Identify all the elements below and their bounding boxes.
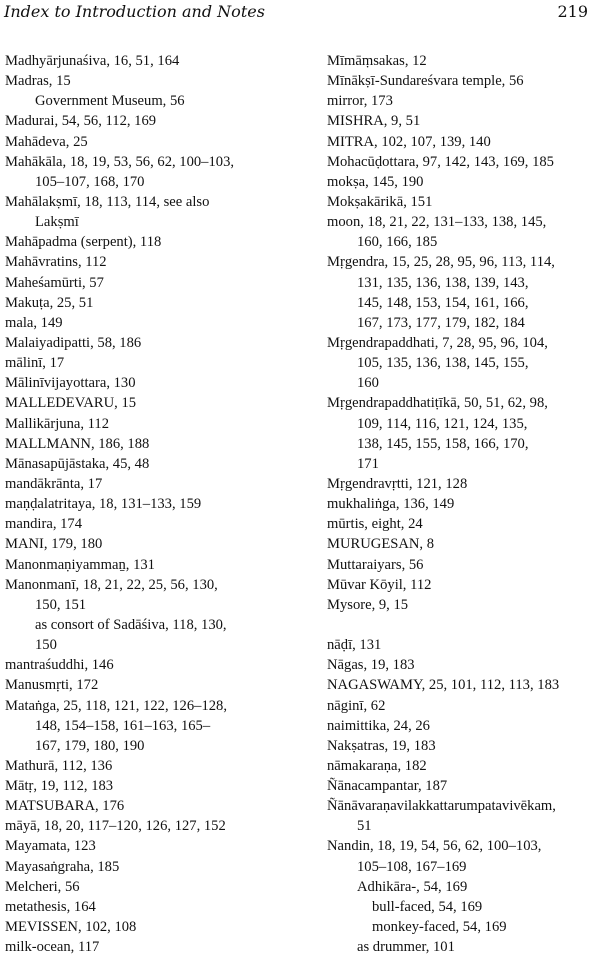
- running-title: Index to Introduction and Notes: [4, 2, 265, 21]
- index-entry: Mayamata, 123: [5, 838, 96, 855]
- index-subentry: monkey-faced, 54, 169: [372, 919, 507, 936]
- index-entry: MALLMANN, 186, 188: [5, 435, 150, 452]
- index-entry: Nakṣatras, 19, 183: [327, 737, 436, 754]
- page-header: [4, 2, 588, 24]
- index-entry: Madurai, 54, 56, 112, 169: [5, 113, 157, 130]
- index-entry: NAGASWAMY, 25, 101, 112, 113, 183: [327, 677, 560, 694]
- index-entry: Nandin, 18, 19, 54, 56, 62, 100–103,: [327, 838, 542, 855]
- index-entry: MANI, 179, 180: [5, 536, 103, 553]
- index-subentry: 138, 145, 155, 158, 166, 170,: [357, 435, 529, 452]
- index-subentry: 105–108, 167–169: [357, 858, 467, 875]
- index-entry: Mālinīvijayottara, 130: [5, 375, 136, 392]
- index-entry: Mataṅga, 25, 118, 121, 122, 126–128,: [5, 697, 227, 714]
- index-subentry: 105–107, 168, 170: [35, 173, 145, 190]
- index-entry: Mahākāla, 18, 19, 53, 56, 62, 100–103,: [5, 153, 235, 170]
- index-entry: Mūvar Kōyil, 112: [327, 576, 432, 593]
- index-column-right: [327, 51, 599, 957]
- index-column-left: [5, 51, 301, 957]
- index-entry: mokṣa, 145, 190: [327, 173, 424, 190]
- index-entry: MATSUBARA, 176: [5, 798, 125, 815]
- index-entry: MEVISSEN, 102, 108: [5, 919, 137, 936]
- index-entry: Mṛgendrapaddhati, 7, 28, 95, 96, 104,: [327, 334, 548, 351]
- index-entry: MALLEDEVARU, 15: [5, 395, 137, 412]
- index-entry: Madhyārjunaśiva, 16, 51, 164: [5, 53, 180, 69]
- index-entry: Mīmāṃsakas, 12: [327, 53, 427, 69]
- index-entry: Manusmṛti, 172: [5, 677, 99, 694]
- index-subentry: 145, 148, 153, 154, 161, 166,: [357, 294, 529, 311]
- index-entry: Mahāvratins, 112: [5, 254, 107, 271]
- index-entry: Mṛgendravṛtti, 121, 128: [327, 475, 468, 492]
- index-entry: mandākrānta, 17: [5, 475, 103, 492]
- index-entry: Mānasapūjāstaka, 45, 48: [5, 455, 150, 472]
- index-entry: mantraśuddhi, 146: [5, 657, 114, 674]
- index-entry: mālinī, 17: [5, 355, 65, 372]
- index-entry: Mṛgendra, 15, 25, 28, 95, 96, 113, 114,: [327, 254, 555, 271]
- index-entry: Maheśamūrti, 57: [5, 274, 104, 291]
- index-subentry: Lakṣmī: [35, 214, 79, 231]
- index-entry: milk-ocean, 117: [5, 939, 100, 956]
- index-subentry: 171: [357, 455, 379, 472]
- index-entry: Mahālakṣmī, 18, 113, 114, see also: [5, 193, 210, 210]
- index-entry: Madras, 15: [5, 73, 71, 90]
- page-number: 219: [557, 2, 588, 21]
- index-entry: Manonmanī, 18, 21, 22, 25, 56, 130,: [5, 576, 218, 593]
- index-entry: naimittika, 24, 26: [327, 717, 430, 734]
- index-subentry: bull-faced, 54, 169: [372, 898, 483, 915]
- index-entry: Mīnākṣī-Sundareśvara temple, 56: [327, 73, 524, 90]
- index-entry: Mṛgendrapaddhatiṭīkā, 50, 51, 62, 98,: [327, 395, 548, 412]
- index-subentry: 160: [357, 375, 379, 392]
- index-entry: mukhaliṅga, 136, 149: [327, 496, 455, 513]
- index-entry: mūrtis, eight, 24: [327, 516, 423, 533]
- index-subentry: 131, 135, 136, 138, 139, 143,: [357, 274, 529, 291]
- index-entry: Makuṭa, 25, 51: [5, 294, 94, 311]
- index-entry: Mohacūḍottara, 97, 142, 143, 169, 185: [327, 153, 554, 170]
- index-entry: nāmakaraṇa, 182: [327, 757, 427, 774]
- index-entry: nāginī, 62: [327, 697, 386, 714]
- index-entry: MISHRA, 9, 51: [327, 113, 421, 130]
- index-subentry: 150, 151: [35, 596, 87, 613]
- index-entry: mirror, 173: [327, 93, 393, 110]
- index-entry: nāḍī, 131: [327, 637, 382, 654]
- index-subentry: 51: [357, 818, 372, 835]
- index-gap: [327, 615, 599, 635]
- index-subentry: 167, 179, 180, 190: [35, 737, 145, 754]
- index-entry: Manonmaṇiyammaṉ, 131: [5, 556, 155, 573]
- index-entry: Mahādeva, 25: [5, 133, 88, 150]
- index-entry: Mayasaṅgraha, 185: [5, 858, 120, 875]
- index-subentry: 148, 154–158, 161–163, 165–: [35, 717, 211, 734]
- index-entry: Ñānāvaraṇavilakkattarumpatavivēkam,: [327, 798, 556, 815]
- index-entry: metathesis, 164: [5, 898, 96, 915]
- index-subentry: 167, 173, 177, 179, 182, 184: [357, 314, 525, 331]
- index-subentry: as drummer, 101: [357, 939, 455, 956]
- index-entry: mala, 149: [5, 314, 63, 331]
- index-entry: Malaiyadipatti, 58, 186: [5, 334, 142, 351]
- index-entry: Melcheri, 56: [5, 878, 80, 895]
- index-subentry: Adhikāra-, 54, 169: [357, 878, 468, 895]
- index-entry: Mahāpadma (serpent), 118: [5, 234, 162, 251]
- index-entry: Mallikārjuna, 112: [5, 415, 110, 432]
- index-entry: MITRA, 102, 107, 139, 140: [327, 133, 491, 150]
- index-subentry: 150: [35, 637, 57, 654]
- index-entry: moon, 18, 21, 22, 131–133, 138, 145,: [327, 214, 547, 231]
- index-subentry: 105, 135, 136, 138, 145, 155,: [357, 355, 529, 372]
- index-subentry: Government Museum, 56: [35, 93, 185, 110]
- index-entry: Mātṛ, 19, 112, 183: [5, 778, 114, 795]
- index-entry: Nāgas, 19, 183: [327, 657, 415, 674]
- index-subentry: 160, 166, 185: [357, 234, 438, 251]
- index-entry: Mysore, 9, 15: [327, 596, 409, 613]
- index-entry: Muttaraiyars, 56: [327, 556, 424, 573]
- index-entry: mandira, 174: [5, 516, 83, 533]
- index-entry: Ñānacampantar, 187: [327, 778, 448, 795]
- index-subentry: 109, 114, 116, 121, 124, 135,: [357, 415, 528, 432]
- index-subentry: as consort of Sadāśiva, 118, 130,: [35, 616, 227, 633]
- index-entry: Mathurā, 112, 136: [5, 757, 113, 774]
- index-entry: maṇḍalatritaya, 18, 131–133, 159: [5, 496, 202, 513]
- index-entry: MURUGESAN, 8: [327, 536, 435, 553]
- index-entry: Mokṣakārikā, 151: [327, 193, 433, 210]
- index-entry: māyā, 18, 20, 117–120, 126, 127, 152: [5, 818, 226, 835]
